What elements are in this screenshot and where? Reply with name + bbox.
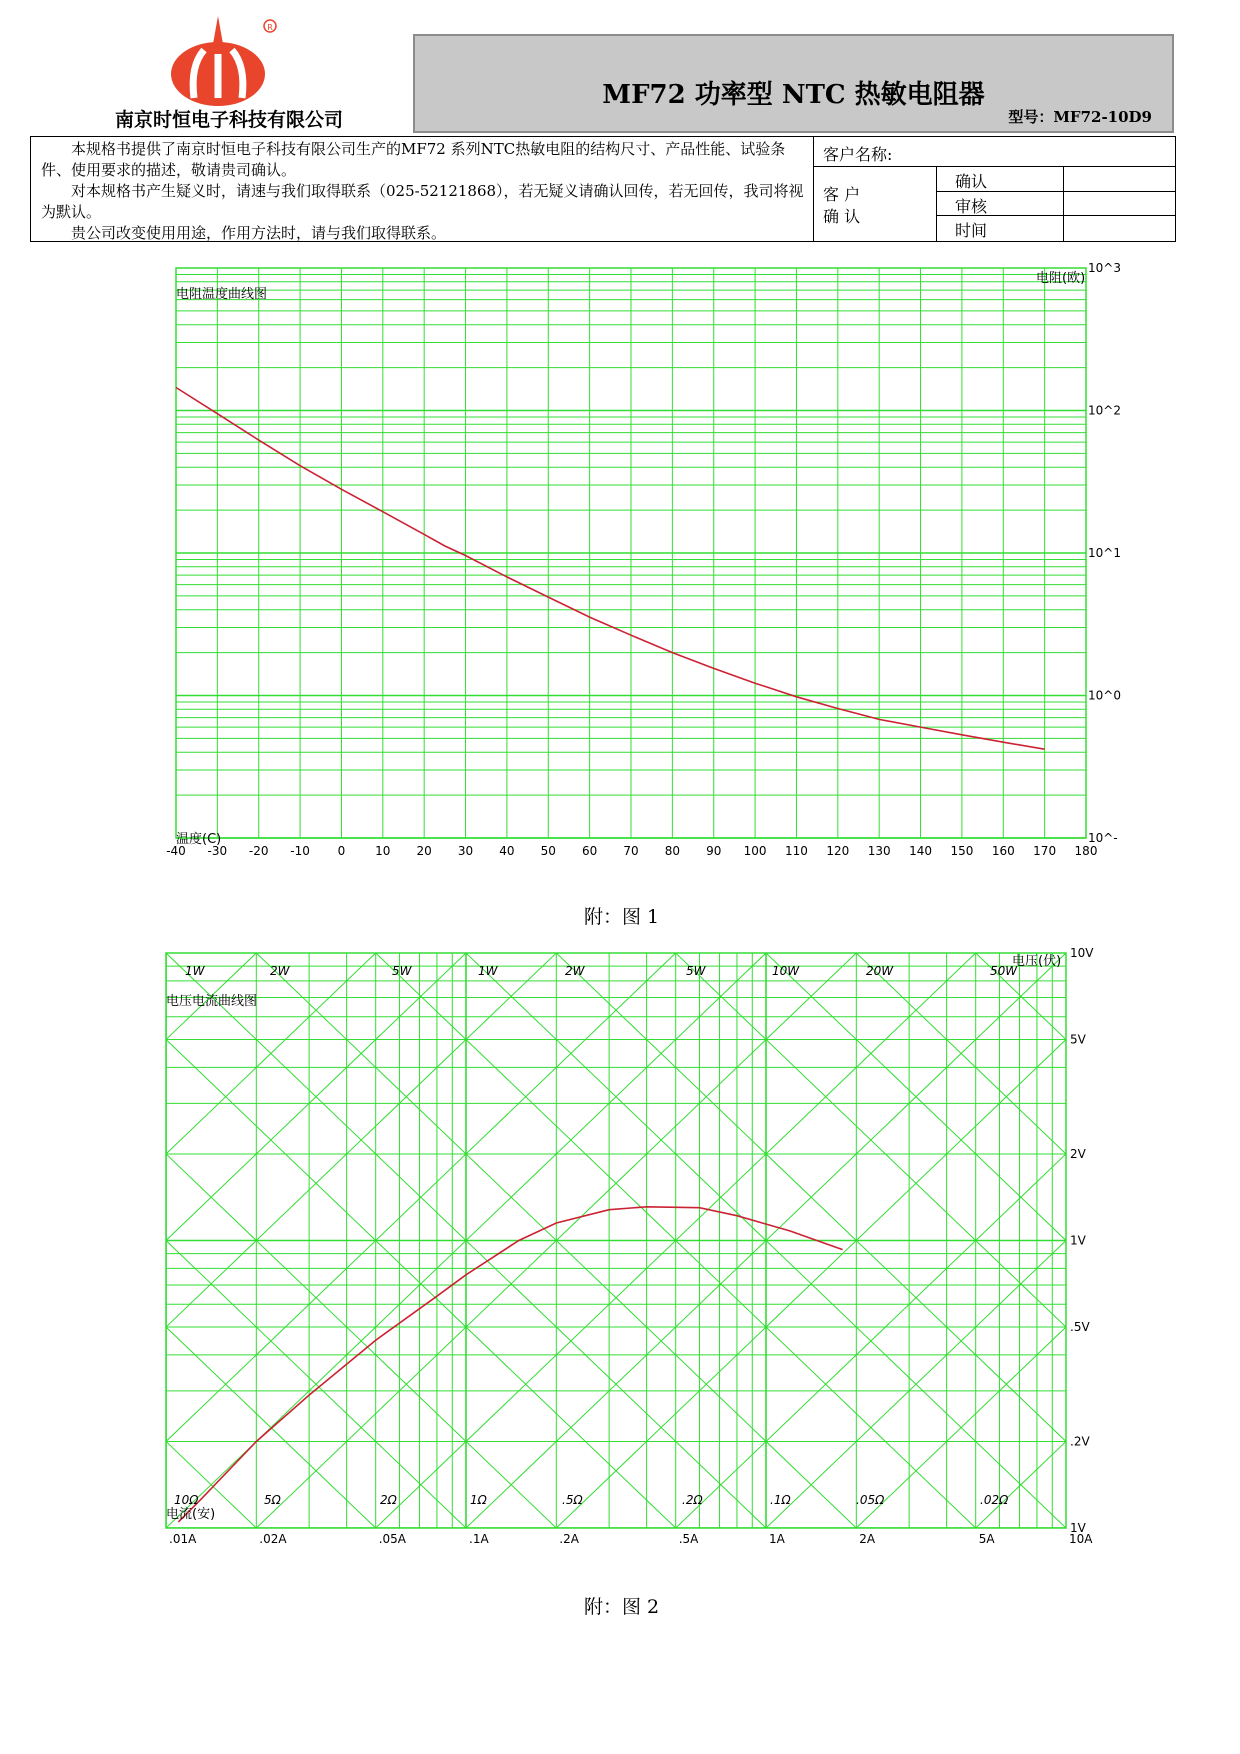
chart1-x-tick-label: -20 [248, 844, 269, 858]
chart2-power-label: 10W [772, 964, 800, 978]
chart2-y-tick-label: .2V [1070, 1434, 1090, 1449]
model-number: 型号：MF72-10D9 [1008, 108, 1152, 126]
chart2-x-tick-label: .2A [559, 1532, 579, 1546]
chart2-power-label: 1W [478, 964, 498, 978]
chart2-resistance-line [166, 1528, 1066, 1550]
chart2-x-tick-label: 5A [978, 1532, 995, 1546]
chart2-power-line [166, 940, 1066, 1441]
title-banner [413, 34, 1174, 133]
chart2-y-tick-label: 10V [1070, 946, 1094, 960]
chart2-power-line [166, 940, 1066, 1528]
chart2-resistance-label: .1Ω [770, 1493, 791, 1507]
chart2-resistance-label: 2Ω [380, 1493, 397, 1507]
chart1-x-tick-label: 130 [867, 844, 891, 858]
chart1-y-tick-label: 10^- [1088, 831, 1118, 845]
chart2-resistance-line [166, 940, 1066, 953]
chart2-power-label: 5W [392, 964, 412, 978]
chart1-y-tick-label: 10^2 [1088, 403, 1121, 418]
chart1-x-tick-label: 120 [826, 844, 850, 858]
notice-paragraph-3: 贵公司改变使用用途，作用方法时，请与我们取得联系。 [71, 224, 447, 242]
notice-text [41, 139, 806, 244]
chart2-power-line [166, 1241, 1066, 1551]
chart2-resistance-line [166, 940, 1066, 1550]
chart2-y-tick-label: 1V [1070, 1233, 1086, 1248]
chart2-power-label: 2W [565, 964, 585, 978]
spec-info-table [30, 136, 1176, 242]
review-input-field[interactable] [1071, 195, 1167, 213]
chart1-x-tick-label: 10 [375, 844, 391, 858]
svg-text:R: R [267, 23, 273, 32]
chart2-power-label: 50W [990, 964, 1018, 978]
chart2-resistance-line [166, 1241, 1066, 1551]
chart1-grid [176, 268, 1086, 838]
chart1-x-tick-label: 160 [991, 844, 1015, 858]
company-logo [160, 14, 282, 106]
chart2-x-axis-label: 电流(安) [166, 1507, 216, 1522]
chart2-y-tick-label: 2V [1070, 1146, 1086, 1161]
chart2-resistance-line [166, 940, 1066, 1241]
chart2-x-tick-label: .1A [469, 1532, 489, 1546]
confirm-row-label: 确认 [955, 172, 988, 191]
chart2-power-label: 20W [866, 964, 894, 978]
chart1-x-tick-label: 40 [499, 844, 515, 858]
chart2-resistance-line [166, 940, 1066, 1528]
chart1-x-tick-label: 100 [743, 844, 767, 858]
chart2-x-tick-label: 2A [859, 1532, 876, 1546]
chart2-resistance-line [166, 940, 1066, 1327]
chart1-x-tick-label: 140 [909, 844, 932, 858]
chart1-x-tick-label: 30 [457, 844, 474, 858]
chart2-resistance-line [166, 1441, 1066, 1550]
chart2-power-label: 1W [185, 964, 205, 978]
chart1-x-axis-label: 温度(C) [176, 832, 222, 847]
chart2-resistance-line [166, 1154, 1066, 1550]
chart2-power-line [166, 940, 1066, 953]
chart2-power-line [166, 940, 1066, 1154]
chart1-x-tick-label: -40 [166, 844, 186, 858]
figure1-caption: 附：图 1 [584, 906, 660, 928]
chart2-power-label: 5W [686, 964, 706, 978]
chart1-y-tick-label: 10^0 [1088, 688, 1121, 703]
chart1-x-tick-label: 0 [337, 844, 346, 858]
table-divider [936, 166, 937, 241]
chart2-power-line [166, 940, 1066, 1550]
chart2-resistance-line [166, 940, 1066, 1441]
date-input-field[interactable] [1071, 219, 1167, 237]
chart2-resistance-line [166, 1327, 1066, 1550]
chart2-power-line [166, 953, 1066, 1550]
chart2-resistance-label: .02Ω [980, 1493, 1009, 1507]
confirm-input-field[interactable] [1071, 170, 1167, 188]
chart1-x-tick-label: 60 [581, 844, 598, 858]
chart2-power-line [166, 1154, 1066, 1550]
chart2-power-line [166, 940, 1066, 1241]
chart2-resistance-line [166, 940, 1066, 1550]
chart1-title: 电阻温度曲线图 [176, 287, 268, 302]
company-name: 南京时恒电子科技有限公司 [115, 109, 344, 131]
chart2-resistance-label: .05Ω [856, 1493, 885, 1507]
chart2-resistance-label: .2Ω [682, 1493, 703, 1507]
chart2-power-line [166, 1040, 1066, 1550]
chart2-y-tick-label: .5V [1070, 1320, 1090, 1335]
customer-name-label: 客户名称: [823, 145, 893, 164]
chart1-x-tick-label: 80 [664, 844, 681, 858]
notice-paragraph-1: 本规格书提供了南京时恒电子科技有限公司生产的MF72 系列NTC热敏电阻的结构尺寸、产品性能、试验条件、使用要求的描述，敬请贵司确认。 [41, 140, 786, 179]
chart1-x-tick-label: 170 [1033, 844, 1057, 858]
date-row-label: 时间 [955, 221, 988, 240]
chart2-x-tick-label: .01A [169, 1532, 197, 1546]
chart2-title: 电压电流曲线图 [166, 994, 258, 1009]
chart1-x-tick-label: 150 [950, 844, 974, 858]
notice-paragraph-2: 对本规格书产生疑义时，请速与我们取得联系（025-52121868），若无疑义请确认回传，若无回传，我司将视为默认。 [41, 182, 804, 221]
chart2-resistance-label: .5Ω [562, 1493, 583, 1507]
chart2-resistance-line [166, 1040, 1066, 1550]
chart1-x-tick-label: 110 [785, 844, 808, 858]
chart1-y-tick-label: 10^3 [1088, 261, 1121, 275]
chart2-power-line [166, 940, 1066, 1550]
table-divider [813, 137, 814, 241]
chart1-x-tick-label: -30 [207, 844, 228, 858]
chart2-resistance-label: 1Ω [470, 1493, 487, 1507]
chart2-power-line [166, 1441, 1066, 1550]
chart2-y-axis-label: 电压(伏) [1012, 954, 1062, 969]
chart2-x-tick-label: .05A [378, 1532, 406, 1546]
chart2-x-tick-label: 10A [1069, 1532, 1093, 1546]
chart2-resistance-label: 10Ω [174, 1493, 199, 1507]
customer-confirm-label: 客 户 [823, 185, 861, 204]
chart2-x-tick-label: 1A [769, 1532, 785, 1546]
chart2-grid-inner [166, 940, 1066, 1550]
chart2-resistance-label: 5Ω [264, 1493, 281, 1507]
table-divider [813, 166, 1175, 167]
customer-confirm-label: 确 认 [823, 207, 861, 226]
figure2-caption: 附：图 2 [584, 1596, 660, 1618]
chart2-resistance-line [166, 953, 1066, 1550]
table-divider [1063, 166, 1064, 241]
voltage-current-chart [0, 940, 1240, 1550]
chart2-power-label: 2W [270, 964, 290, 978]
chart2-y-tick-label: 5V [1070, 1032, 1086, 1047]
chart2-x-tick-label: .02A [259, 1532, 287, 1546]
chart1-x-tick-label: 180 [1074, 844, 1098, 858]
chart2-y-tick-label: 1V [1070, 1521, 1086, 1535]
chart2-power-line [166, 940, 1066, 1327]
chart1-x-tick-label: 50 [540, 844, 556, 858]
chart1-y-axis-label: 电阻(欧) [1036, 271, 1086, 286]
chart2-power-line [166, 1327, 1066, 1550]
chart1-x-tick-label: -10 [290, 844, 310, 858]
document-title: MF72 功率型 NTC 热敏电阻器 [602, 80, 985, 110]
chart2-power-line [166, 1528, 1066, 1550]
resistance-temperature-chart [0, 250, 1240, 870]
chart1-y-tick-label: 10^1 [1088, 546, 1121, 560]
chart2-resistance-line [166, 940, 1066, 1154]
chart1-x-tick-label: 20 [416, 844, 432, 858]
chart2-grid [166, 940, 1066, 1550]
review-row-label: 审核 [955, 197, 988, 216]
chart1-x-tick-label: 70 [623, 844, 639, 858]
chart1-x-tick-label: 90 [706, 844, 722, 858]
chart2-x-tick-label: .5A [678, 1532, 699, 1546]
